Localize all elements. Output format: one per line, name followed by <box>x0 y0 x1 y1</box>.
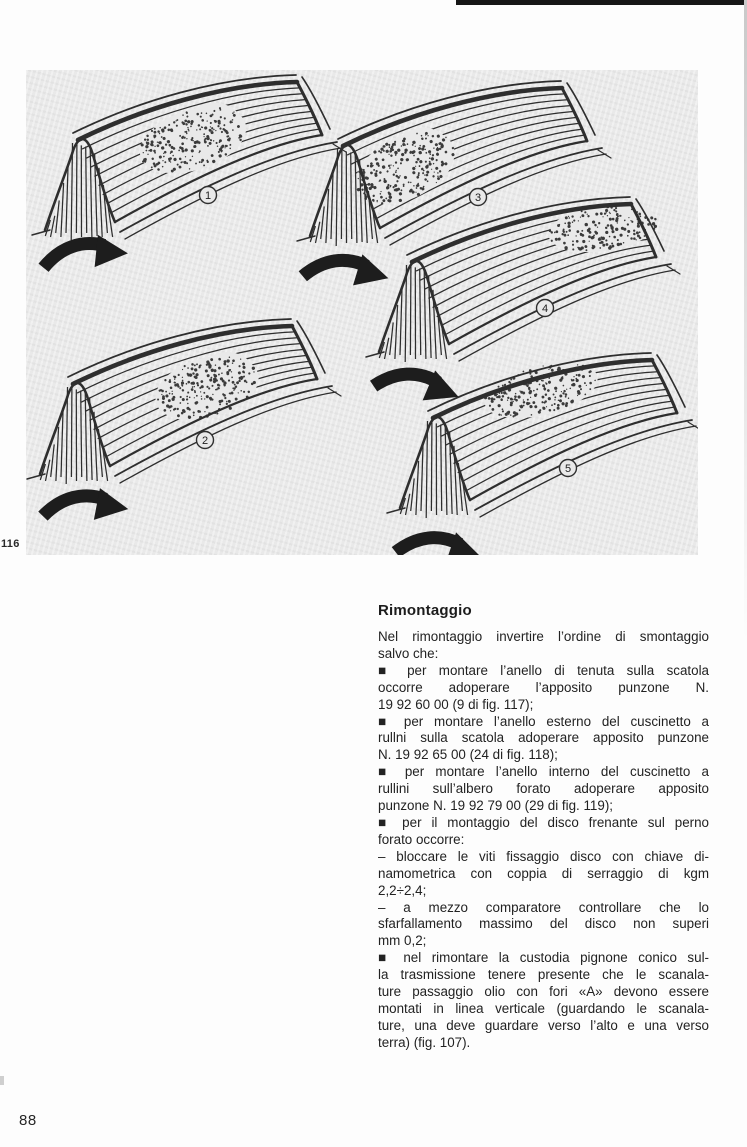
svg-text:4: 4 <box>541 302 549 315</box>
text-line: ture, una deve guardare verso l’alto e una verso <box>378 1017 709 1033</box>
tooth-number-badge <box>537 300 554 317</box>
svg-text:3: 3 <box>474 191 482 204</box>
text-line: N. 19 92 65 00 (24 di fig. 118); <box>378 747 558 763</box>
text-line: ■ per montare l’anello di tenuta sulla scatola <box>378 662 709 678</box>
page-number: 88 <box>19 1112 37 1129</box>
svg-text:2: 2 <box>201 434 209 447</box>
text-line: – bloccare le viti fissaggio disco con chiave di- <box>378 848 709 864</box>
text-line: ture passaggio olio con fori «A» devono essere <box>378 984 709 1000</box>
section-title: Rimontaggio <box>378 602 472 619</box>
rotation-arrow-icon <box>42 233 129 269</box>
figure-number: 116 <box>1 538 20 550</box>
text-line: la trasmissione tenere presente che le scanala- <box>378 967 709 983</box>
tooth-number-badge <box>560 460 577 477</box>
text-line: namometrica con coppia di serraggio di kgm <box>378 865 709 881</box>
rotation-arrow-icon <box>395 523 484 555</box>
text-line: Nel rimontaggio invertire l’ordine di smontaggio <box>378 629 709 644</box>
text-line: ■ per il montaggio del disco frenante sul perno <box>378 814 709 830</box>
svg-text:5: 5 <box>564 462 572 475</box>
text-line: forato occorre: <box>378 831 465 847</box>
text-line: salvo che: <box>378 645 439 661</box>
tooth-number-badge <box>470 189 487 206</box>
text-line: occorre adoperare l’apposito punzone N. <box>378 679 709 695</box>
contact-pattern-patch <box>131 94 254 185</box>
text-line: montati in linea verticale (guardando le scanala- <box>378 1000 709 1016</box>
rotation-arrow-icon <box>43 486 129 521</box>
text-line: terra) (fig. 107). <box>378 1034 471 1050</box>
text-line: rullini sull’albero forato adoperare apposito <box>378 781 709 797</box>
text-line: 19 92 60 00 (9 di fig. 117); <box>378 696 534 712</box>
scan-artifact-strip <box>456 0 747 5</box>
figure-116-illustration <box>26 70 698 555</box>
gear-teeth-illustration <box>26 70 698 555</box>
text-line: sfarfallamento massimo del disco non superi <box>378 916 709 932</box>
gear-tooth-drawing <box>27 319 341 484</box>
svg-text:1: 1 <box>204 189 212 202</box>
text-line: 2,2÷2,4; <box>378 882 427 898</box>
text-line: mm 0,2; <box>378 933 427 949</box>
text-line: – a mezzo comparatore controllare che lo <box>378 899 709 915</box>
tooth-number-badge <box>197 432 214 449</box>
text-line: ■ per montare l’anello interno del cuscinetto a <box>378 764 709 780</box>
text-line: ■ nel rimontare la custodia pignone conico sul- <box>378 950 709 966</box>
tooth-number-badge <box>200 187 217 204</box>
gear-tooth-drawing <box>32 75 346 240</box>
text-line: ■ per montare l’anello esterno del cuscinetto a <box>378 713 709 729</box>
text-line: punzone N. 19 92 79 00 (29 di fig. 119); <box>378 798 613 814</box>
text-column <box>378 602 709 1052</box>
scan-artifact-dash <box>0 1076 4 1085</box>
text-line: rullni sulla scatola adoperare apposito punzone <box>378 730 709 746</box>
rotation-arrow-icon <box>303 247 392 291</box>
body-text <box>378 629 709 1052</box>
